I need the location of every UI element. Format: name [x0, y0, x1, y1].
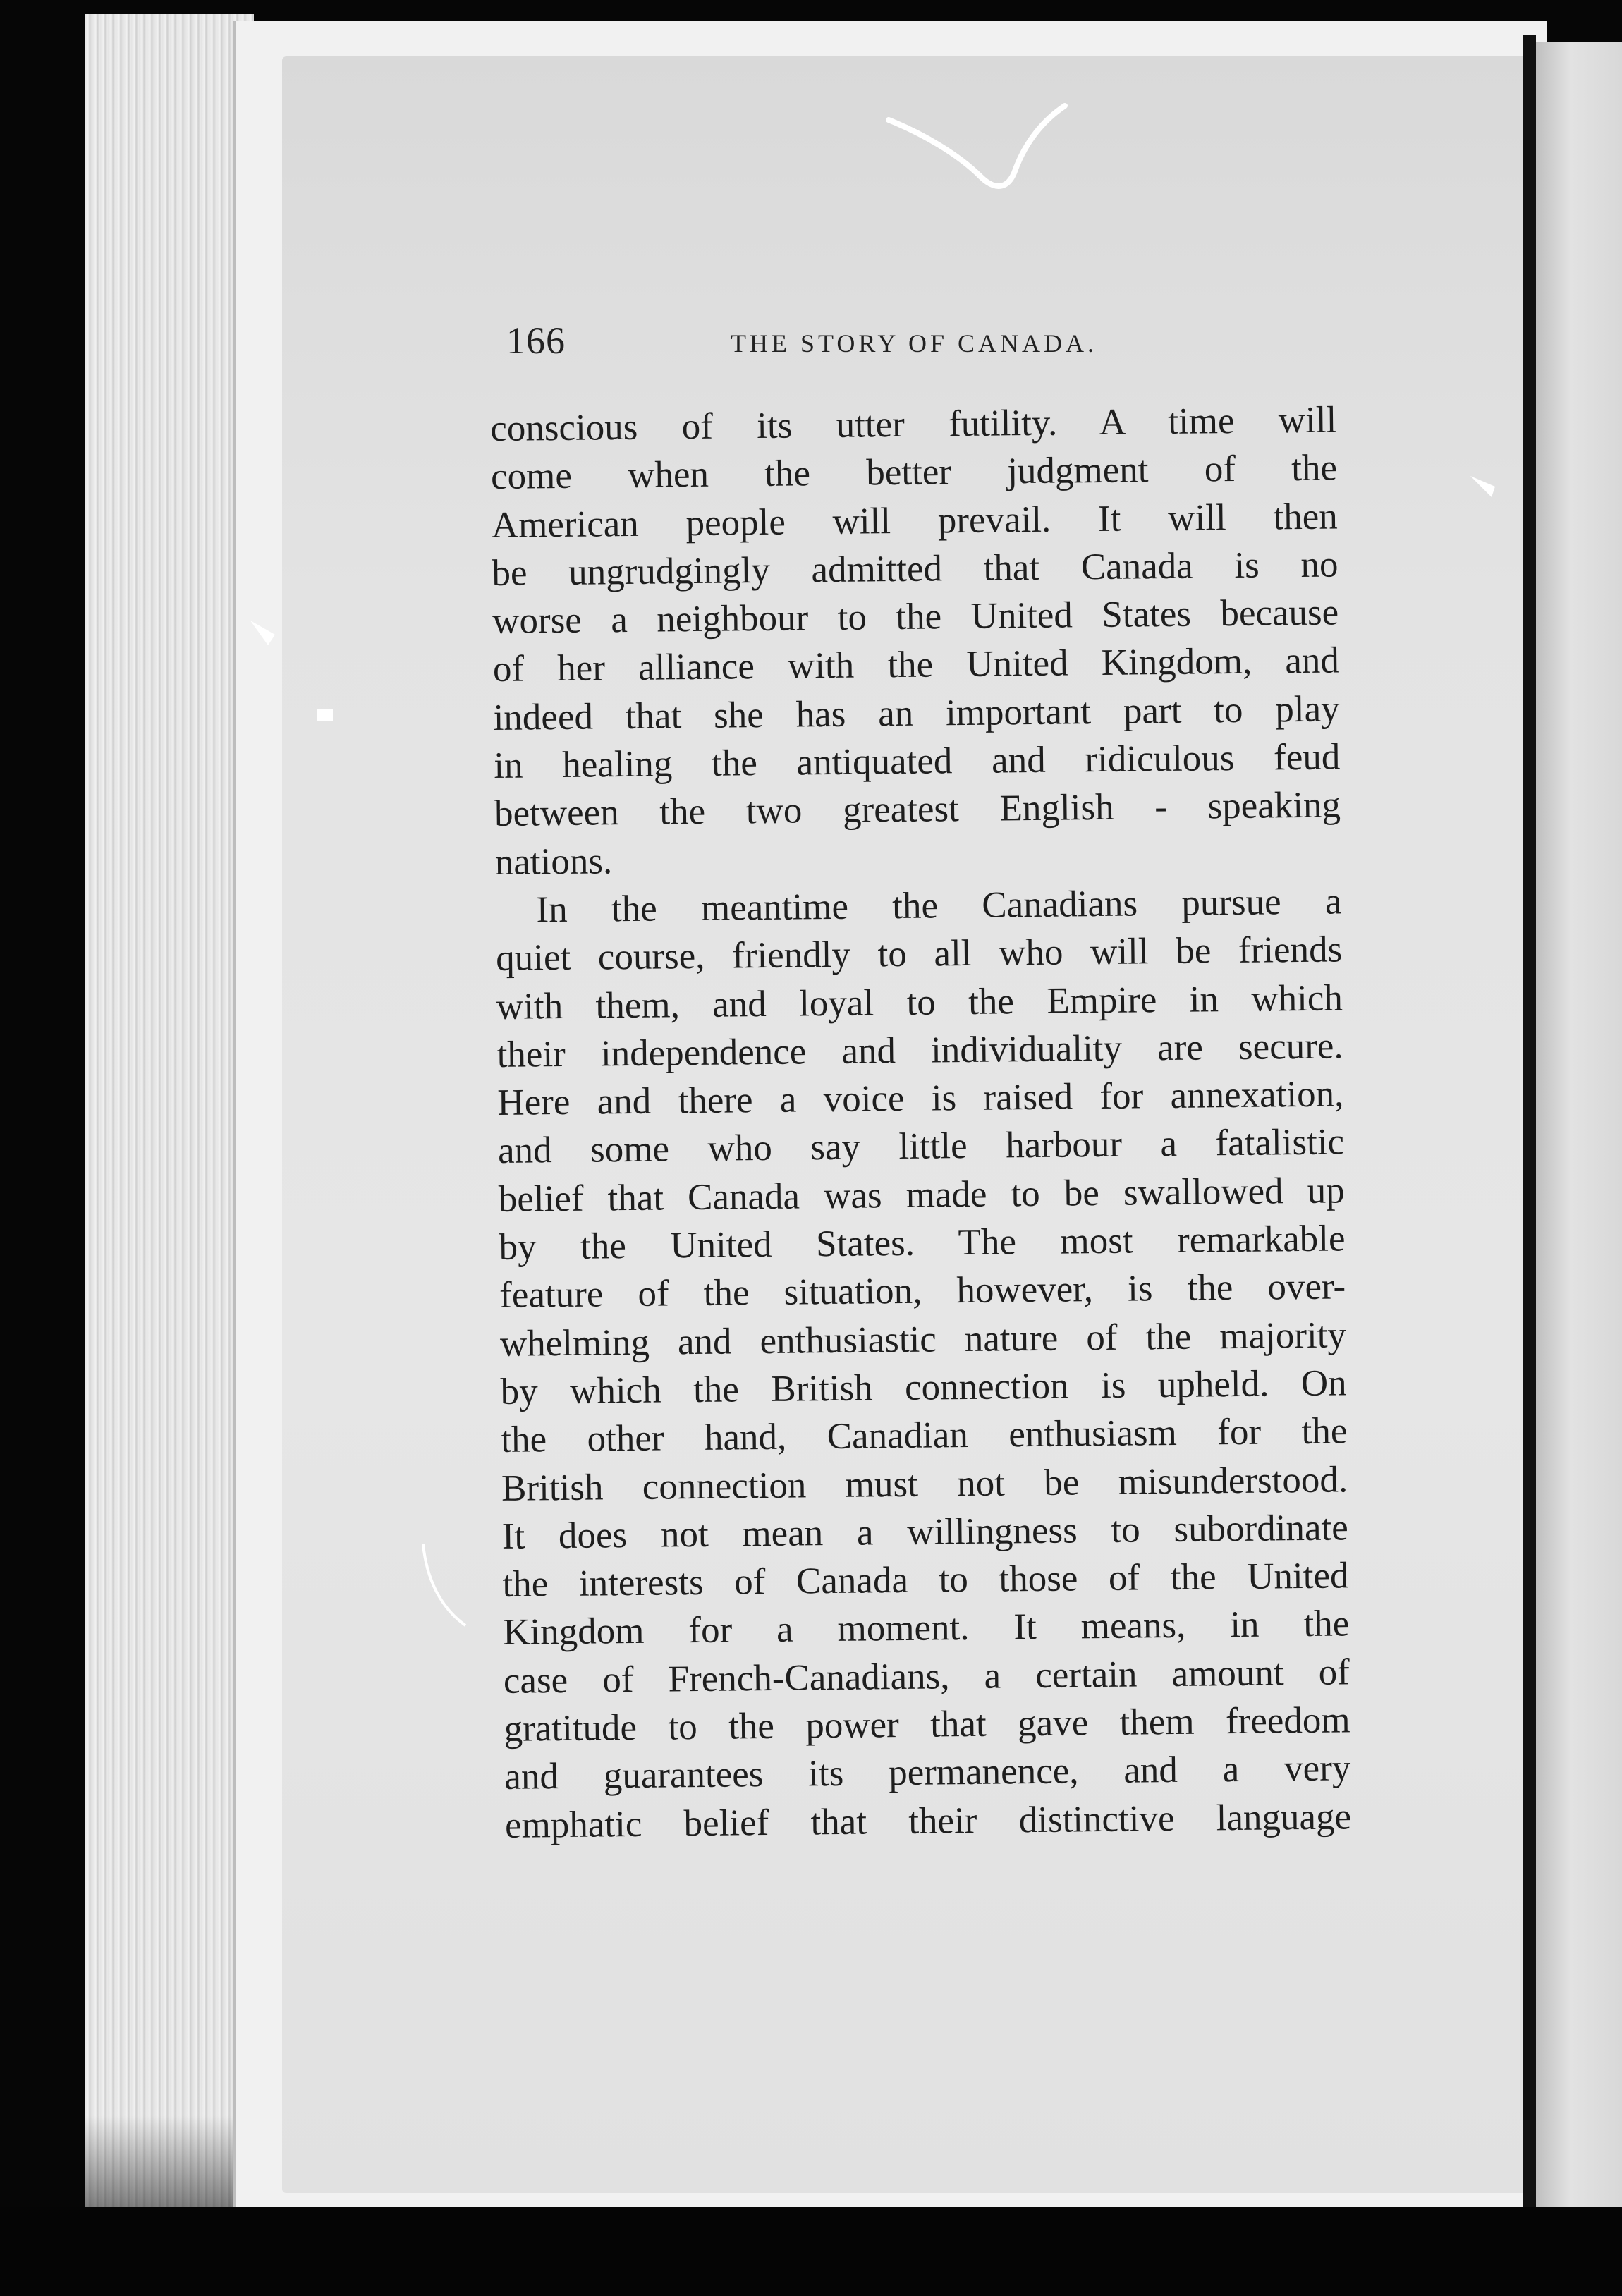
running-head — [506, 310, 1339, 374]
text-line: emphatic belief that their distinctive language — [504, 1795, 1352, 1846]
text-line: gratitude to the power that gave them freedom — [504, 1699, 1350, 1750]
text-line: quiet course, friendly to all who will be friends — [495, 929, 1343, 979]
page-stack-edges — [85, 14, 254, 2207]
text-line: their independence and individuality are secure. — [496, 1025, 1343, 1075]
facing-page-edge — [1536, 42, 1622, 2214]
text-line: in healing the antiquated and ridiculous feud — [494, 736, 1341, 787]
text-line: Kingdom for a moment. It means, in the — [502, 1603, 1350, 1654]
thread-mark-artifact — [874, 92, 1086, 204]
body-text — [490, 396, 1351, 1849]
gutter — [1523, 35, 1536, 2228]
text-line: feature of the situation, however, is the over- — [499, 1266, 1346, 1317]
text-line: and some who say little harbour a fatalistic — [497, 1121, 1345, 1172]
speck-artifact — [1467, 469, 1502, 504]
scan-bottom-border — [0, 2207, 1622, 2296]
text-line: worse a neighbour to the United States because — [492, 592, 1339, 642]
speck-artifact — [247, 613, 289, 656]
text-line: by the United States. The most remarkable — [499, 1218, 1346, 1268]
speck-artifact — [314, 702, 342, 730]
text-line: by which the British connection is upheld. On — [500, 1362, 1347, 1412]
text-line: case of French-Canadians, a certain amount of — [503, 1651, 1350, 1702]
text-line: the other hand, Canadian enthusiasm for the — [501, 1410, 1348, 1461]
text-line: with them, and loyal to the Empire in which — [496, 977, 1343, 1027]
text-line: come when the better judgment of the — [490, 447, 1338, 498]
text-line: In the meantime the Canadians pursue a — [536, 881, 1342, 931]
paragraph — [495, 877, 1351, 1849]
text-line: be ungrudgingly admitted that Canada is no — [492, 544, 1339, 594]
text-line: indeed that she has an important part to play — [493, 688, 1340, 738]
text-line: British connection must not be misunderstood. — [501, 1458, 1348, 1509]
text-line: It does not mean a willingness to subordinate — [501, 1507, 1349, 1557]
text-line: and guarantees its permanence, and a very — [504, 1747, 1351, 1798]
running-title: THE STORY OF CANADA. — [731, 329, 1098, 358]
page-number: 166 — [506, 319, 566, 362]
paragraph — [490, 396, 1341, 886]
text-line: of her alliance with the United Kingdom, and — [492, 640, 1340, 690]
text-line: American people will prevail. It will then — [491, 496, 1339, 546]
text-line: conscious of its utter futility. A time will — [490, 399, 1337, 449]
text-line: nations. — [494, 840, 613, 883]
text-line: whelming and enthusiastic nature of the majority — [499, 1314, 1347, 1364]
text-line: the interests of Canada to those of the United — [502, 1555, 1349, 1606]
text-line: Here and there a voice is raised for annexation, — [497, 1073, 1344, 1124]
text-line: between the two greatest English - speaking — [494, 784, 1341, 835]
curve-mark-artifact — [416, 1537, 472, 1636]
text-line: belief that Canada was made to be swallowed up — [498, 1170, 1346, 1220]
